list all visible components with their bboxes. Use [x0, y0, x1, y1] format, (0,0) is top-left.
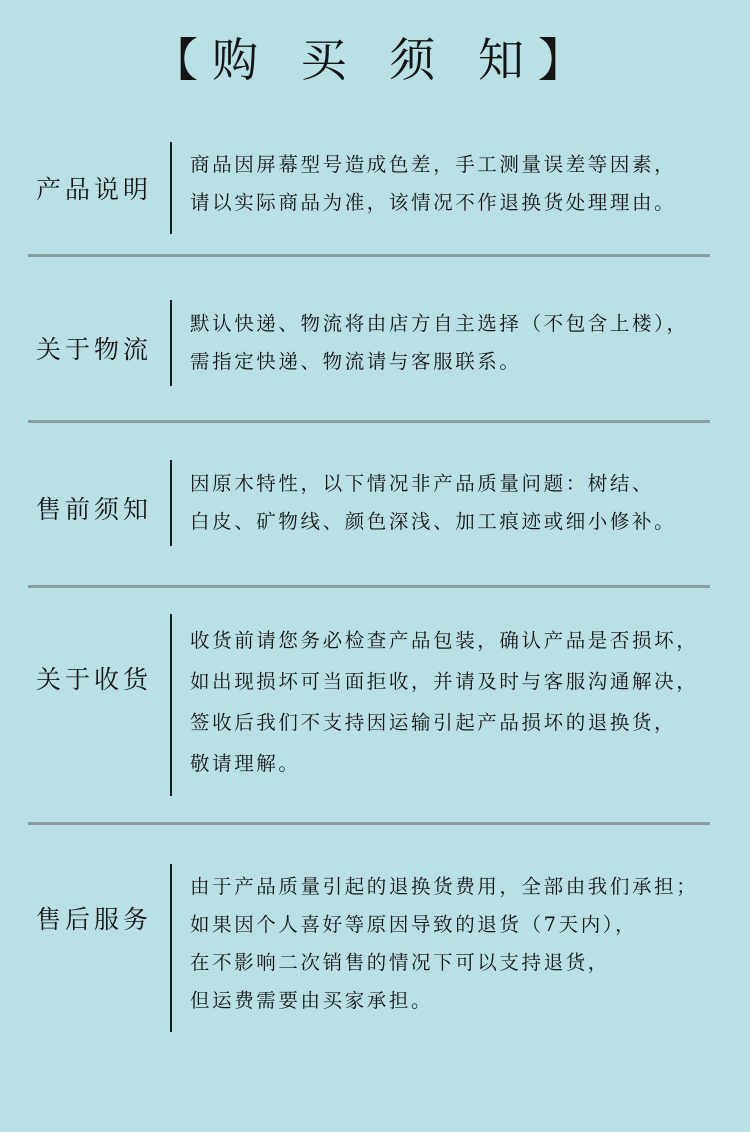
body-line: 收货前请您务必检查产品包装，确认产品是否损坏， — [190, 629, 699, 652]
body-line: 白皮、矿物线、颜色深浅、加工痕迹或细小修补。 — [190, 510, 677, 533]
body-line: 默认快递、物流将由店方自主选择（不包含上楼）， — [190, 312, 689, 335]
section-body-product-description — [190, 146, 730, 222]
section-heading-after-sale-service: 售后服务 — [36, 905, 153, 934]
section-divider-line — [170, 300, 172, 386]
body-line: 请以实际商品为准，该情况不作退换货处理理由。 — [190, 191, 677, 214]
section-divider-line — [170, 142, 172, 234]
section-separator — [28, 585, 710, 588]
section-divider-line — [170, 460, 172, 546]
body-line: 如果因个人喜好等原因导致的退货（7天内）， — [190, 913, 638, 936]
body-line: 签收后我们不支持因运输引起产品损坏的退换货， — [190, 711, 677, 734]
body-line: 在不影响二次销售的情况下可以支持退货， — [190, 951, 610, 974]
body-line: 如出现损坏可当面拒收，并请及时与客服沟通解决， — [190, 670, 699, 693]
section-body-after-sale-service — [190, 868, 730, 1020]
section-body-receiving — [190, 620, 730, 784]
section-heading-logistics: 关于物流 — [36, 335, 153, 364]
section-separator — [28, 420, 710, 423]
section-divider-line — [170, 614, 172, 796]
section-heading-pre-sale-notice: 售前须知 — [36, 495, 153, 524]
body-line: 因原木特性，以下情况非产品质量问题：树结、 — [190, 472, 655, 495]
body-line: 需指定快递、物流请与客服联系。 — [190, 350, 522, 373]
section-heading-product-description: 产品说明 — [36, 175, 153, 204]
section-divider-line — [170, 864, 172, 1032]
body-line: 敬请理解。 — [190, 752, 301, 775]
section-body-pre-sale-notice — [190, 465, 730, 541]
section-separator — [28, 822, 710, 825]
section-heading-receiving: 关于收货 — [36, 665, 153, 694]
body-line: 商品因屏幕型号造成色差，手工测量误差等因素， — [190, 153, 677, 176]
body-line: 但运费需要由买家承担。 — [190, 989, 434, 1012]
body-line: 由于产品质量引起的退换货费用，全部由我们承担； — [190, 875, 699, 898]
page-title: 【购 买 须 知】 — [152, 33, 598, 87]
section-separator — [28, 254, 710, 257]
section-body-logistics — [190, 305, 730, 381]
